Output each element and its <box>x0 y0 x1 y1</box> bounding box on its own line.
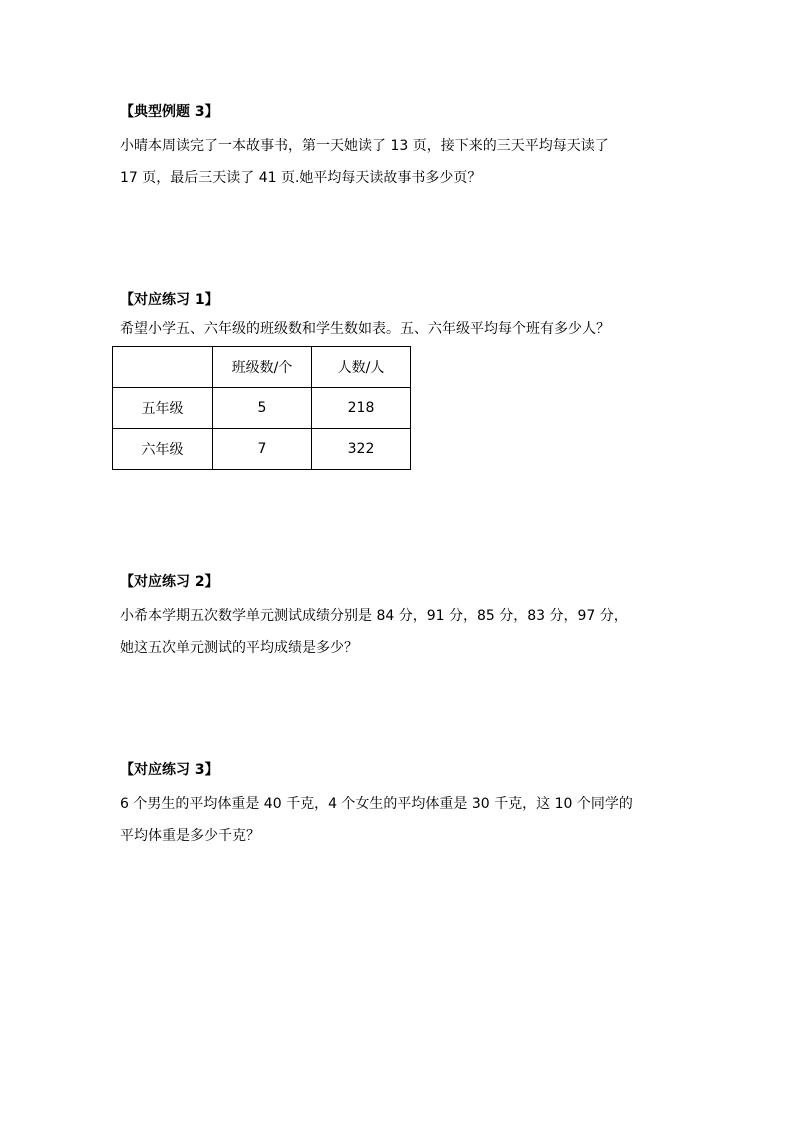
table-header-cell <box>113 347 213 388</box>
class-student-table <box>112 346 411 470</box>
problem-line: 17 页，最后三天读了 41 页.她平均每天读故事书多少页？ <box>120 170 482 186</box>
section-heading: 【对应练习 3】 <box>120 762 219 778</box>
table-cell: 322 <box>312 429 411 470</box>
problem-line: 6 个男生的平均体重是 40 千克，4 个女生的平均体重是 30 千克，这 10 个同学的 <box>120 796 633 812</box>
problem-line: 小希本学期五次数学单元测试成绩分别是 84 分，91 分，85 分，83 分，97 分， <box>120 608 628 624</box>
problem-line: 小晴本周读完了一本故事书，第一天她读了 13 页，接下来的三天平均每天读了 <box>120 138 609 154</box>
problem-text <box>120 130 680 194</box>
problem-line: 希望小学五、六年级的班级数和学生数如表。五、六年级平均每个班有多少人？ <box>120 321 610 337</box>
table-header-cell: 班级数/个 <box>213 347 312 388</box>
section-heading: 【对应练习 1】 <box>120 292 219 308</box>
example-3-section <box>120 102 680 194</box>
problem-text <box>120 600 680 664</box>
problem-text <box>120 318 680 340</box>
problem-line: 平均体重是多少千克？ <box>120 828 260 844</box>
table-row <box>113 429 411 470</box>
table-cell: 218 <box>312 388 411 429</box>
table-cell: 7 <box>213 429 312 470</box>
problem-text <box>120 788 680 852</box>
practice-2-section <box>120 572 680 664</box>
table-cell: 5 <box>213 388 312 429</box>
table-cell: 六年级 <box>113 429 213 470</box>
problem-line: 她这五次单元测试的平均成绩是多少？ <box>120 640 358 656</box>
table-header-row <box>113 347 411 388</box>
table-header-cell: 人数/人 <box>312 347 411 388</box>
table-row <box>113 388 411 429</box>
table-cell: 五年级 <box>113 388 213 429</box>
practice-1-section <box>120 290 680 340</box>
practice-3-section <box>120 760 680 852</box>
section-heading: 【对应练习 2】 <box>120 574 219 590</box>
section-heading: 【典型例题 3】 <box>120 104 219 120</box>
